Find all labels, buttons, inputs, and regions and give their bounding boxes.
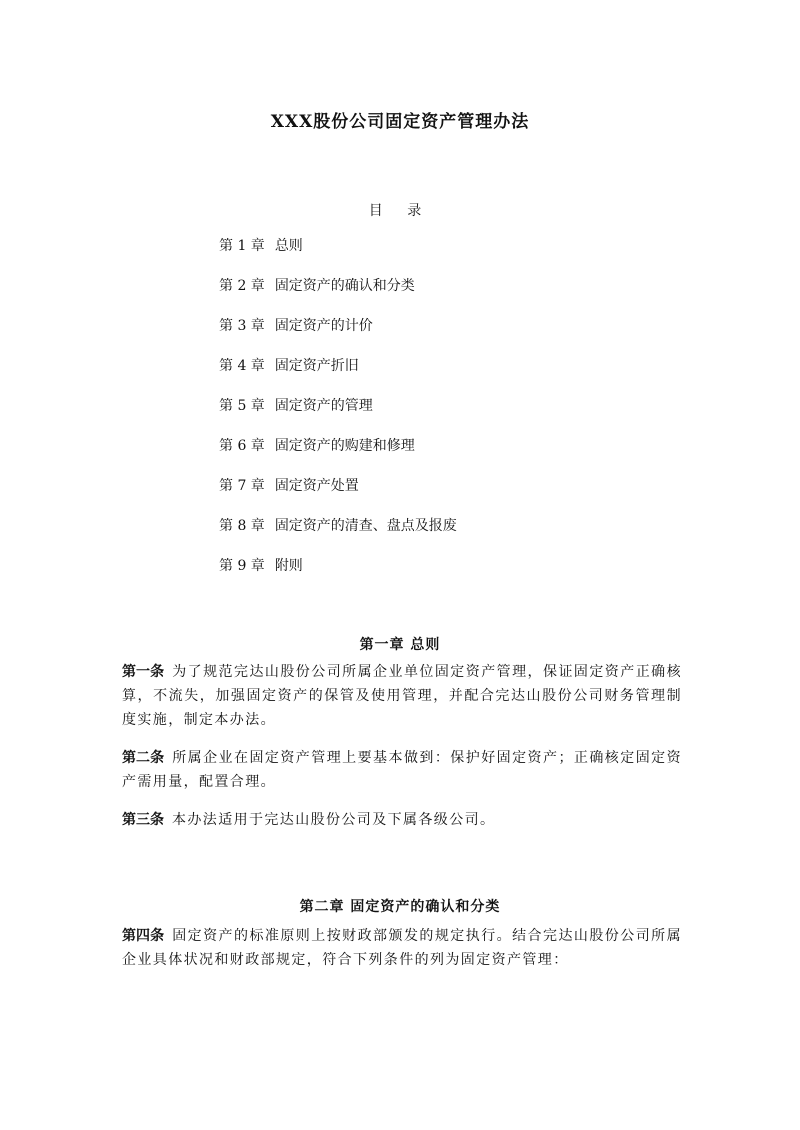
toc-chapter-title: 固定资产的计价 [274,318,373,334]
article-paragraph [122,924,682,972]
toc-item[interactable] [219,356,457,396]
toc-chapter-title: 固定资产处置 [274,478,359,494]
toc-chapter-number: 第 6 章 [219,438,265,454]
toc-chapter-title: 固定资产的清查、盘点及报废 [274,518,457,534]
toc-chapter-title: 附则 [274,558,303,574]
article-label: 第二条 [122,750,165,766]
article-text: 本办法适用于完达山股份公司及下属各级公司。 [172,812,496,828]
toc-item[interactable] [219,396,457,436]
toc-chapter-title: 固定资产的确认和分类 [274,278,415,294]
toc-chapter-title: 总则 [274,238,303,254]
article-paragraph [122,808,682,832]
toc-item[interactable] [219,236,457,276]
toc-item[interactable] [219,316,457,356]
chapter-1-title: 第一章 总则 [359,637,441,653]
toc-chapter-number: 第 7 章 [219,478,265,494]
toc-chapter-number: 第 1 章 [219,238,265,254]
article-label: 第一条 [122,664,165,680]
toc-chapter-number: 第 3 章 [219,318,265,334]
article-text: 为了规范完达山股份公司所属企业单位固定资产管理，保证固定资产正确核算，不流失，加强固定资产的保管及使用管理，并配合完达山股份公司财务管理制度实施，制定本办法。 [122,664,683,728]
toc-chapter-title: 固定资产的管理 [274,398,373,414]
toc-item[interactable] [219,516,457,556]
article-text: 固定资产的标准原则上按财政部颁发的规定执行。结合完达山股份公司所属企业具体状况和财政部规定，符合下列条件的列为固定资产管理： [122,928,683,968]
chapter-2-title: 第二章 固定资产的确认和分类 [299,899,501,915]
toc-item[interactable] [219,556,457,596]
toc-item[interactable] [219,476,457,516]
toc-chapter-number: 第 5 章 [219,398,265,414]
toc-chapter-number: 第 2 章 [219,278,265,294]
article-paragraph [122,660,682,732]
table-of-contents [219,236,457,596]
toc-chapter-title: 固定资产折旧 [274,358,359,374]
article-label: 第三条 [122,812,164,828]
toc-chapter-number: 第 8 章 [219,518,265,534]
toc-item[interactable] [219,276,457,316]
toc-chapter-title: 固定资产的购建和修理 [274,438,415,454]
toc-item[interactable] [219,436,457,476]
toc-chapter-number: 第 4 章 [219,358,265,374]
article-paragraph [122,746,682,794]
article-text: 所属企业在固定资产管理上要基本做到：保护好固定资产；正确核定固定资产需用量，配置合理。 [122,750,683,790]
document-title: XXX股份公司固定资产管理办法 [270,112,530,132]
toc-chapter-number: 第 9 章 [219,558,265,574]
article-label: 第四条 [122,928,165,944]
toc-heading: 目 录 [368,203,432,219]
